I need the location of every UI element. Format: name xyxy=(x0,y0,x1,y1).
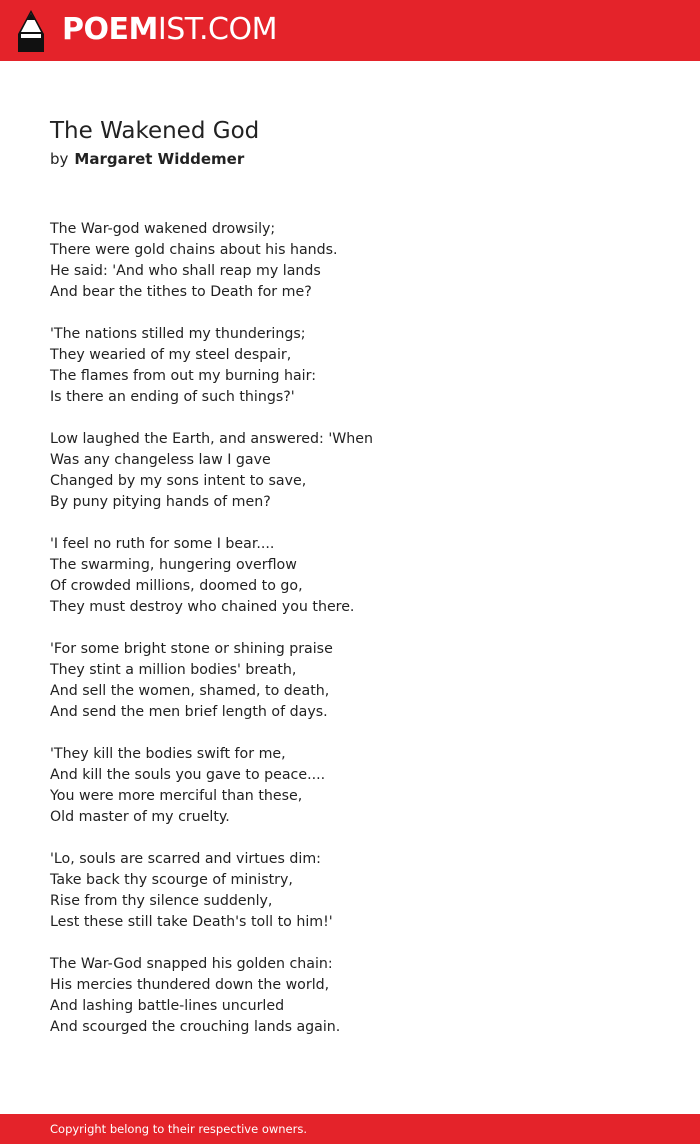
poem-line: Low laughed the Earth, and answered: 'When xyxy=(50,431,373,447)
copyright-notice: Copyright belong to their respective owners. xyxy=(50,1122,308,1136)
poem-line: He said: 'And who shall reap my lands xyxy=(50,263,321,279)
poem-line: 'Lo, souls are scarred and virtues dim: xyxy=(50,851,321,867)
poem-line: Is there an ending of such things?' xyxy=(50,389,295,405)
poem-line: And bear the tithes to Death for me? xyxy=(50,284,312,300)
site-footer xyxy=(0,1114,700,1144)
poem-line: The War-God snapped his golden chain: xyxy=(50,956,333,972)
poem-line: Of crowded millions, doomed to go, xyxy=(50,578,303,594)
logo-bold-text: POEM xyxy=(62,12,158,47)
poem-line: Changed by my sons intent to save, xyxy=(50,473,307,489)
site-header xyxy=(0,0,700,61)
poem-line: The War-god wakened drowsily; xyxy=(50,221,276,237)
byline xyxy=(50,149,244,169)
poem-line: Lest these still take Death's toll to him!' xyxy=(50,914,333,930)
author-name: Margaret Widdemer xyxy=(74,150,245,168)
poem-line: Take back thy scourge of ministry, xyxy=(50,872,293,888)
poem-line: The flames from out my burning hair: xyxy=(50,368,316,384)
poem-line: Old master of my cruelty. xyxy=(50,809,230,825)
poem-line: And scourged the crouching lands again. xyxy=(50,1019,341,1035)
stanza xyxy=(50,324,650,408)
stanza xyxy=(50,429,650,513)
site-logo[interactable] xyxy=(62,12,277,48)
stanza xyxy=(50,744,650,828)
stanza xyxy=(50,534,650,618)
poem-line: By puny pitying hands of men? xyxy=(50,494,271,510)
poem-body xyxy=(50,219,650,1059)
poem-line: 'I feel no ruth for some I bear.... xyxy=(50,536,275,552)
poem-line: They must destroy who chained you there. xyxy=(50,599,355,615)
stanza xyxy=(50,849,650,933)
poem-line: You were more merciful than these, xyxy=(50,788,303,804)
poem-line: 'They kill the bodies swift for me, xyxy=(50,746,286,762)
poem-line: And kill the souls you gave to peace.... xyxy=(50,767,326,783)
poem-line: 'For some bright stone or shining praise xyxy=(50,641,333,657)
poem-line: They wearied of my steel despair, xyxy=(50,347,292,363)
poem-line: 'The nations stilled my thunderings; xyxy=(50,326,306,342)
poem-line: There were gold chains about his hands. xyxy=(50,242,338,258)
poem-line: And lashing battle-lines uncurled xyxy=(50,998,285,1014)
stanza xyxy=(50,219,650,303)
poem-line: And sell the women, shamed, to death, xyxy=(50,683,330,699)
poem-line: The swarming, hungering overflow xyxy=(50,557,297,573)
poem-line: His mercies thundered down the world, xyxy=(50,977,330,993)
poem-line: Rise from thy silence suddenly, xyxy=(50,893,273,909)
logo-light-text: IST.COM xyxy=(157,12,277,47)
by-label: by xyxy=(50,150,69,168)
stanza xyxy=(50,639,650,723)
poem-line: And send the men brief length of days. xyxy=(50,704,328,720)
poem-line: They stint a million bodies' breath, xyxy=(50,662,297,678)
pencil-tip-icon xyxy=(18,10,44,52)
poem-line: Was any changeless law I gave xyxy=(50,452,271,468)
poem-title: The Wakened God xyxy=(50,118,260,144)
stanza xyxy=(50,954,650,1038)
